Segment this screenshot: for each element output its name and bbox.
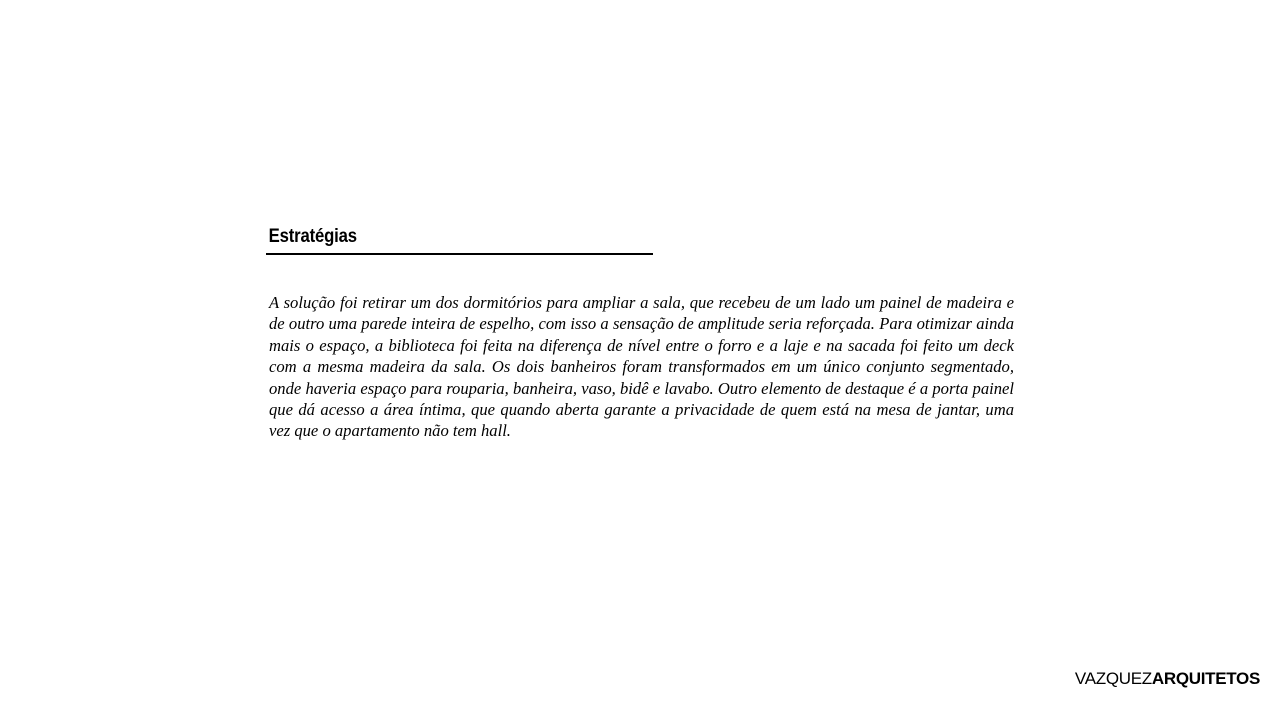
logo-light-text: VAZQUEZ [1074, 669, 1152, 688]
logo-bold-text: ARQUITETOS [1151, 669, 1260, 688]
firm-logo [1075, 669, 1260, 689]
section-heading [266, 226, 653, 255]
section-body-text: A solução foi retirar um dos dormitórios para ampliar a sala, que recebeu de um lado um painel de madeira e de outro uma parede inteira de espelho, com isso a sensação de amplitude seria reforçada. Para otimizar ainda mais o espaço, a biblioteca foi feita na diferença de nível entre o forro e a laje e na sacada foi feito um deck com a mesma madeira da sala. Os dois banheiros foram transformados em um único conjunto segmentado, onde haveria espaço para rouparia, banheira, vaso, bidê e lavabo. Outro elemento de destaque é a porta painel que dá acesso a área íntima, que quando aberta garante a privacidade de quem está na mesa de jantar, uma vez que o apartamento não tem hall. [269, 293, 1014, 441]
section-title: Estratégias [268, 226, 357, 247]
